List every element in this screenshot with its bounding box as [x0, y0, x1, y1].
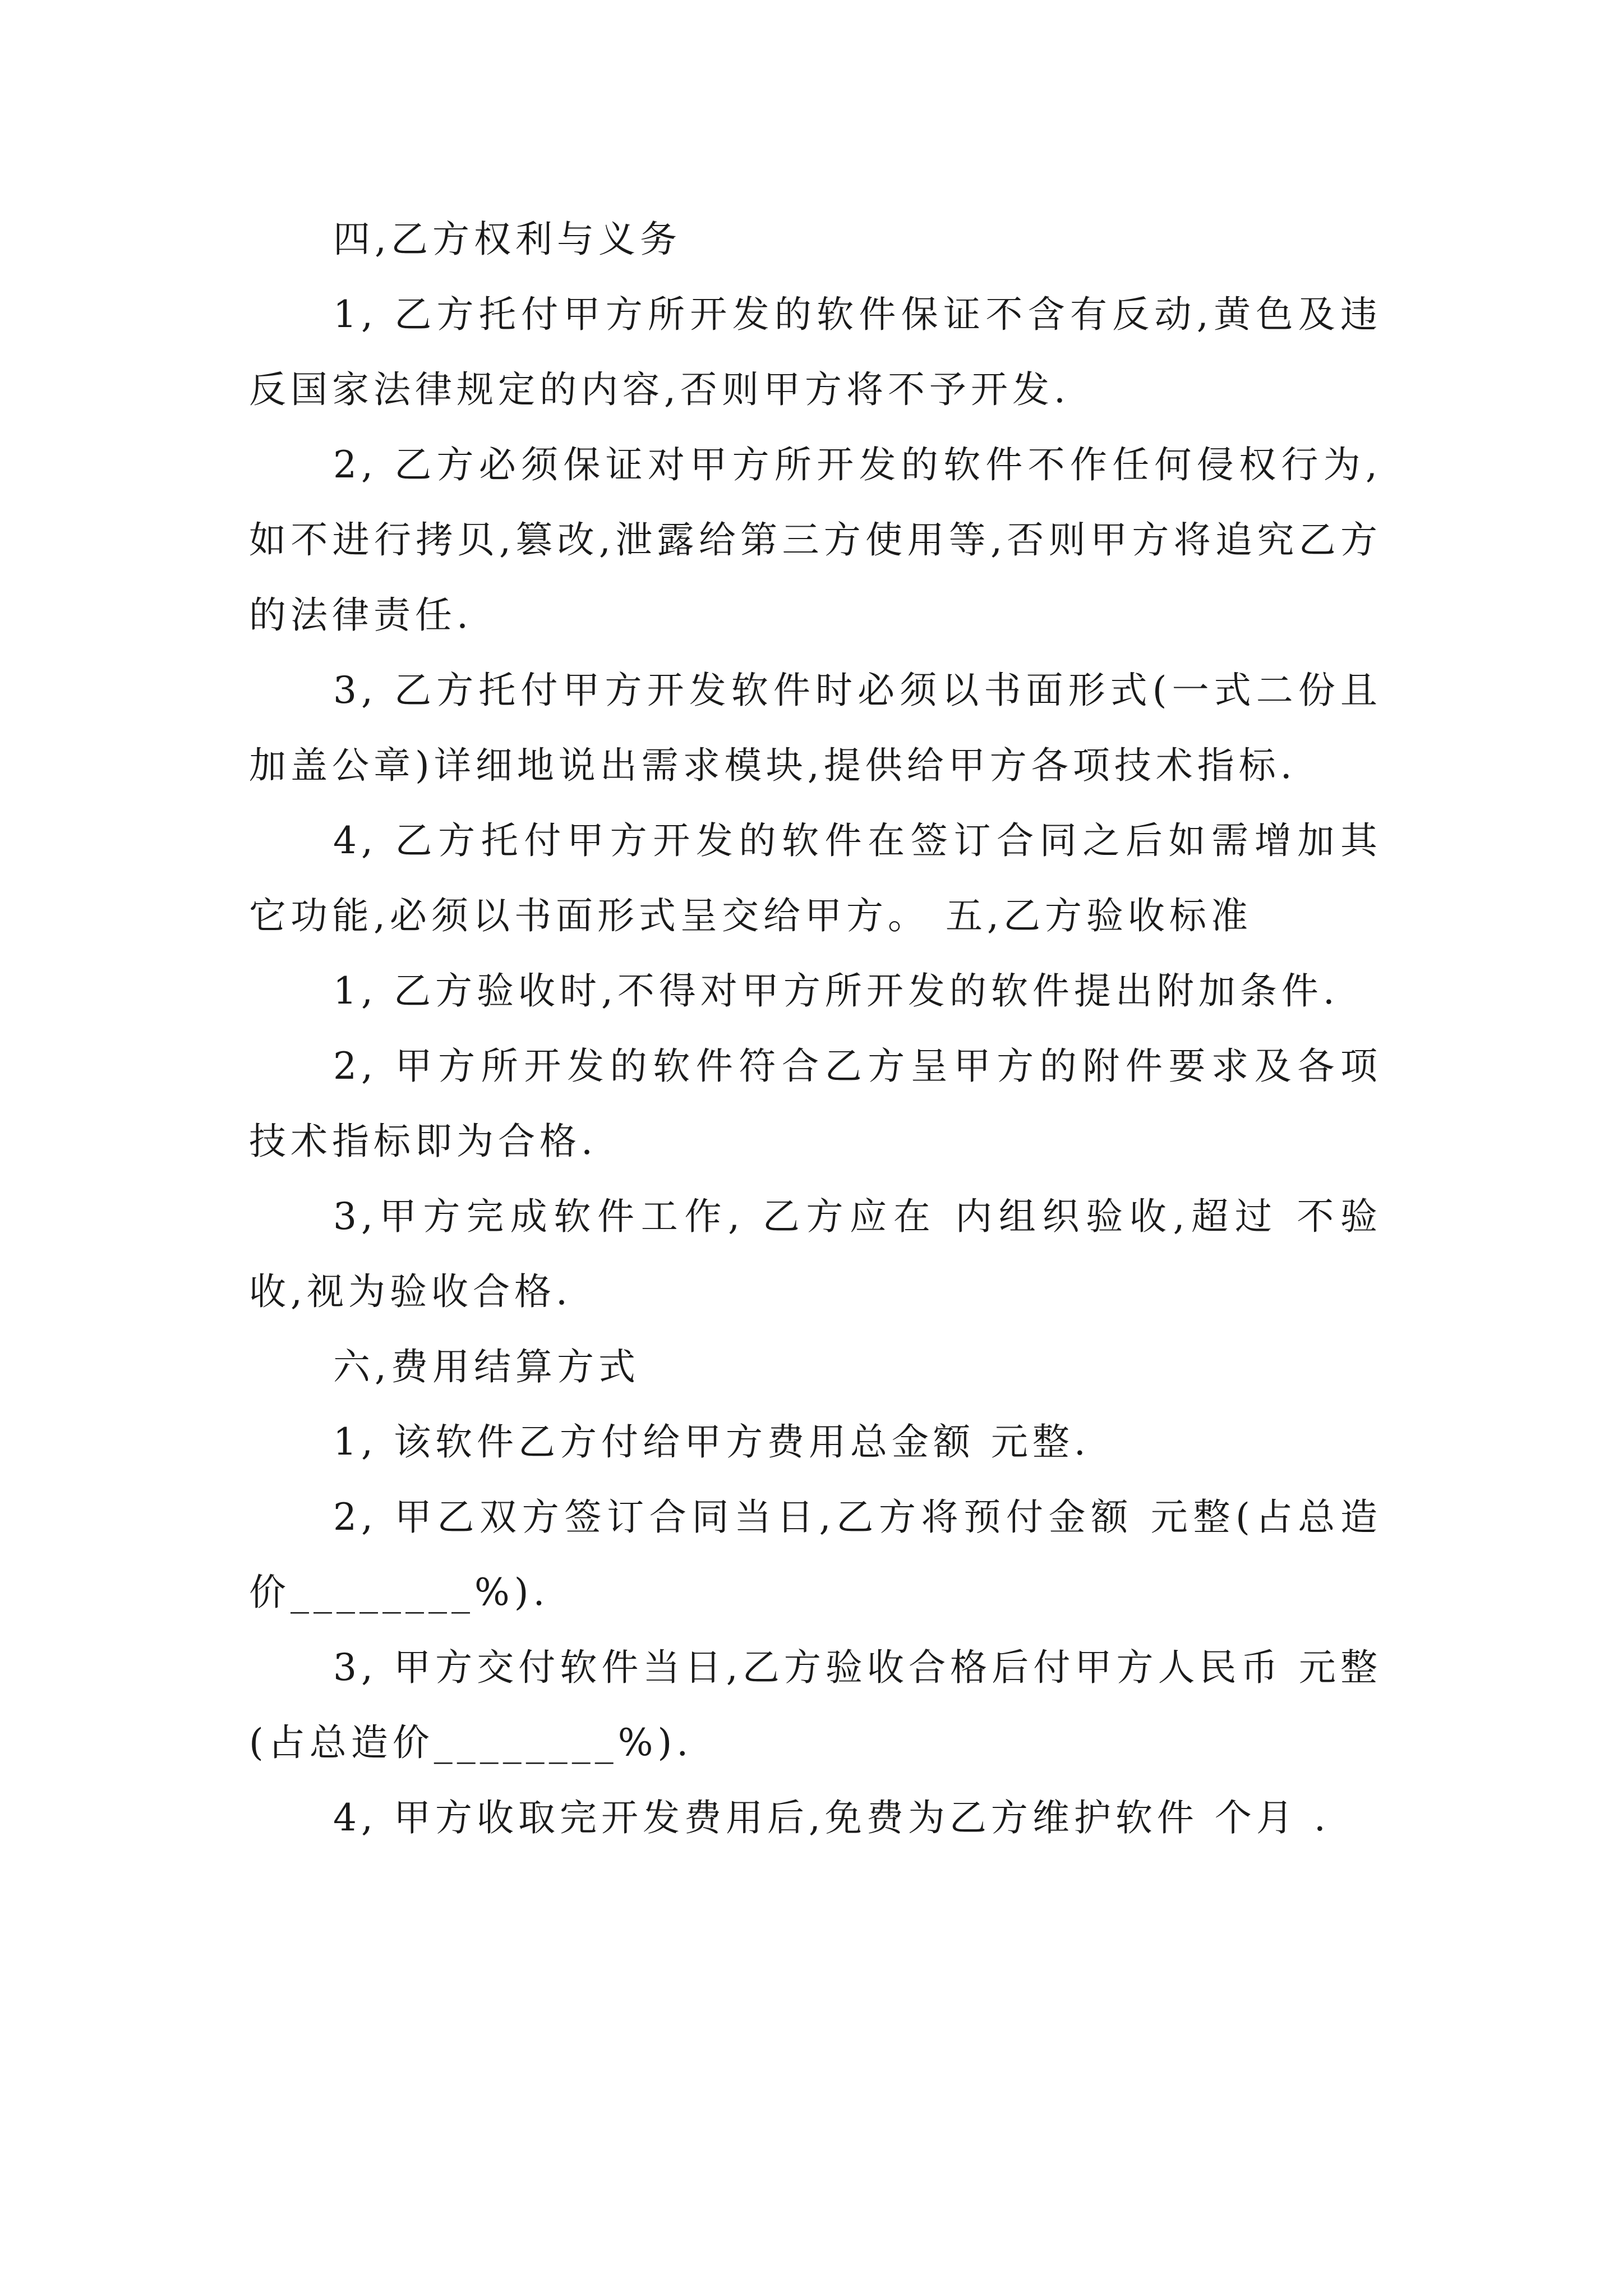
clause-paragraph: 4, 甲方收取完开发费用后,免费为乙方维护软件 个月 . [333, 1796, 1330, 1839]
clause-paragraph: 3, 甲方交付软件当日,乙方验收合格后付甲方人民币 元整(占总造价________%). [249, 1646, 1382, 1764]
clause-paragraph: 3,甲方完成软件工作, 乙方应在 内组织验收,超过 不验收,视为验收合格. [249, 1195, 1382, 1313]
clause-paragraph: 1, 乙方验收时,不得对甲方所开发的软件提出附加条件. [333, 969, 1339, 1013]
section-heading-rights-obligations: 四,乙方权利与义务 [333, 218, 681, 261]
clause-paragraph: 2, 甲乙双方签订合同当日,乙方将预付金额 元整(占总造价________%). [249, 1496, 1382, 1614]
clause-paragraph: 1, 乙方托付甲方所开发的软件保证不含有反动,黄色及违反国家法律规定的内容,否则甲方将不予开发. [249, 293, 1382, 411]
contract-body [249, 202, 1382, 1856]
clause-paragraph: 2, 甲方所开发的软件符合乙方呈甲方的附件要求及各项技术指标即为合格. [249, 1045, 1382, 1163]
clause-paragraph: 3, 乙方托付甲方开发软件时必须以书面形式(一式二份且加盖公章)详细地说出需求模块,提供给甲方各项技术指标. [249, 669, 1382, 787]
section-heading-payment: 六,费用结算方式 [333, 1345, 640, 1388]
clause-paragraph: 2, 乙方必须保证对甲方所开发的软件不作任何侵权行为,如不进行拷贝,篡改,泄露给第三方使用等,否则甲方将追究乙方的法律责任. [249, 443, 1382, 637]
clause-paragraph: 1, 该软件乙方付给甲方费用总金额 元整. [333, 1420, 1090, 1464]
clause-paragraph: 4, 乙方托付甲方开发的软件在签订合同之后如需增加其它功能,必须以书面形式呈交给甲方。 五,乙方验收标准 [249, 819, 1382, 937]
